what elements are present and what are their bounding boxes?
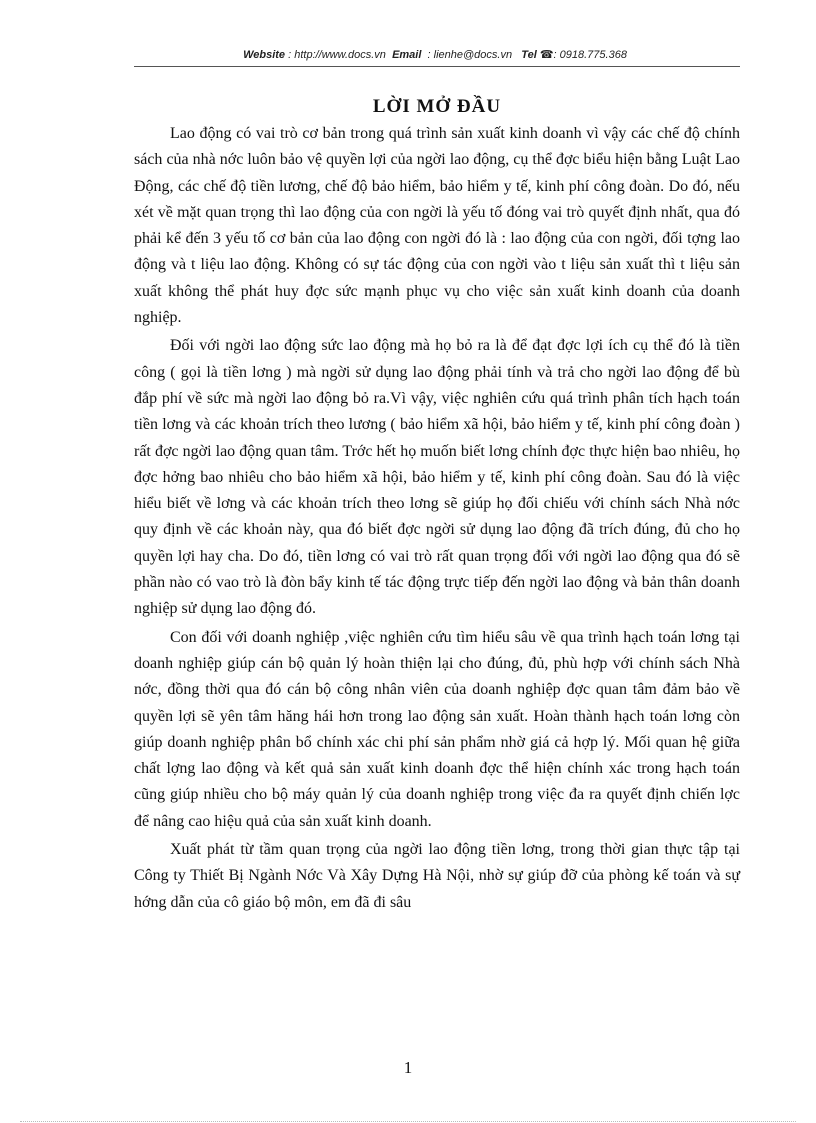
website-label: Website — [243, 49, 286, 61]
email-label: Email — [392, 49, 422, 61]
paragraph: Con đối với doanh nghiệp ,việc nghiên cứu tìm hiểu sâu về qua trình hạch toán lơng tại doanh nghiệp giúp cán bộ quản lý hoàn thiện lại cho đúng, đủ, phù hợp với chính sách Nhà nớc, đồng thời qua đó cán bộ công nhân viên của doanh nghiệp đợc quan tâm đảm bảo về quyền lợi sẽ yên tâm hăng hái hơn trong lao động sản xuất. Hoàn thành hạch toán lơng còn giúp doanh nghiệp phân bổ chính xác chi phí sản phẩm nhờ giá cả hợp lý. Mối quan hệ giữa chất lợng lao động và kết quả sản xuất kinh doanh đợc thể hiện chính xác trong hạch toán cũng giúp nhiều cho bộ máy quản lý của doanh nghiệp trong việc đa ra quyết định chiến lợc để nâng cao hiệu quả của sản xuất kinh doanh. — [134, 628, 740, 830]
tel-label: Tel — [521, 49, 537, 61]
paragraph: Đối với ngời lao động sức lao động mà họ bỏ ra là để đạt đợc lợi ích cụ thể đó là tiền công ( gọi là tiền lơng ) mà ngời sử dụng lao động phải tính và trả cho ngời lao động để bù đắp phí về sức mà ngời lao động bỏ ra.Vì vậy, việc nghiên cứu quá trình phân tích hạch toán tiền lơng và các khoản trích theo lương ( bảo hiểm xã hội, bảo hiểm y tế, kinh phí công đoàn ) rất đợc ngời lao động quan tâm. Trớc hết họ muốn biết lơng chính đợc thực hiện bao nhiêu, họ đợc hởng bao nhiêu cho bảo hiểm xã hội, bảo hiểm y tế, kinh phí công đoàn. Sau đó là việc hiểu biết về lơng và các khoản trích theo lơng sẽ giúp họ đối chiếu với chính sách Nhà nớc quy định về các khoản này, qua đó biết đợc ngời sử dụng lao động đã trích đúng, đủ cho họ quyền lợi hay cha. Do đó, tiền lơng có vai trò rất quan trọng đối với ngời lao động qua đó sẽ phần nào có vao trò là đòn bẩy kinh tế tác động trực tiếp đến ngời lao động và bản thân doanh nghiệp sử dụng lao động đó. — [134, 337, 740, 618]
page-bottom-divider — [20, 1121, 796, 1122]
document-body — [134, 121, 740, 918]
phone-icon: ☎ — [539, 49, 554, 61]
email-separator: : — [424, 49, 434, 61]
paragraph: Xuất phát từ tầm quan trọng của ngời lao động tiền lơng, trong thời gian thực tập tại Công ty Thiết Bị Ngành Nớc Và Xây Dựng Hà Nội, nhờ sự giúp đỡ của phòng kế toán và sự hớng dẫn của cô giáo bộ môn, em đã đi sâu — [134, 841, 740, 911]
paragraph: Lao động có vai trò cơ bản trong quá trình sản xuất kinh doanh vì vậy các chế độ chính sách của nhà nớc luôn bảo vệ quyền lợi của ngời lao động, cụ thể đợc biểu hiện bằng Luật Lao Động, các chế độ tiền lương, chế độ bảo hiểm, bảo hiểm y tế, kinh phí công đoàn. Do đó, nếu xét về mặt quan trọng thì lao động của con ngời là yếu tố đóng vai trò quyết định nhất, qua đó phải kể đến 3 yếu tố cơ bản của lao động con ngời đó là : lao động của con ngời, đối tợng lao động và t liệu lao động. Không có sự tác động của con ngời vào t liệu sản xuất thì t liệu sản xuất không thể phát huy đợc sức mạnh phục vụ cho việc sản xuất kinh doanh của doanh nghiệp. — [134, 125, 740, 327]
page-header — [130, 48, 740, 61]
page-number: 1 — [403, 1058, 413, 1077]
website-url[interactable]: http://www.docs.vn — [294, 49, 386, 61]
document-title: LỜI MỞ ĐẦU — [372, 96, 502, 117]
website-separator: : — [285, 49, 295, 61]
tel-value: : 0918.775.368 — [553, 49, 627, 61]
header-divider — [134, 66, 740, 67]
email-value[interactable]: lienhe@docs.vn — [433, 49, 513, 61]
